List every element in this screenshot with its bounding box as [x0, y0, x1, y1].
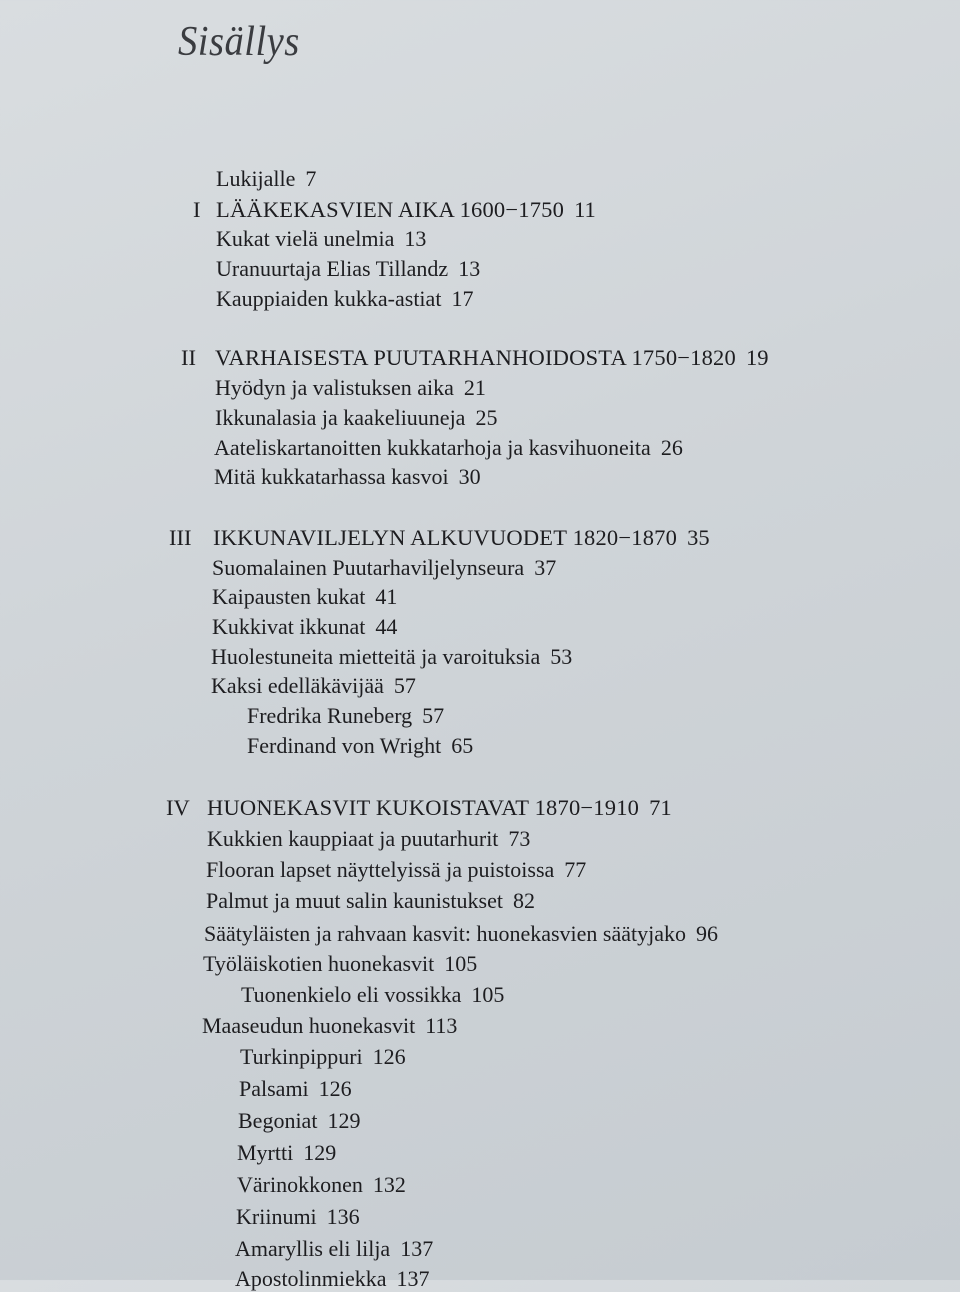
entry-title: Uranuurtaja Elias Tillandz — [216, 256, 449, 281]
toc-chapter — [181, 345, 768, 371]
toc-subentry — [239, 1076, 352, 1102]
entry-title: Aateliskartanoitten kukkatarhoja ja kasvihuoneita — [214, 435, 651, 460]
entry-title: Kriinumi — [236, 1204, 317, 1229]
entry-page: 82 — [512, 888, 535, 913]
entry-page: 96 — [696, 921, 719, 946]
entry-title: Myrtti — [237, 1140, 294, 1165]
entry-page: 137 — [396, 1266, 430, 1291]
entry-page: 57 — [393, 673, 416, 698]
chapter-title: HUONEKASVIT KUKOISTAVAT 1870−1910 — [207, 795, 640, 820]
entry-title: Palsami — [239, 1076, 309, 1101]
entry-title: Palmut ja muut salin kaunistukset — [206, 888, 503, 913]
toc-chapter — [166, 795, 672, 821]
toc-entry — [203, 951, 477, 977]
entry-page: 19 — [745, 345, 769, 370]
entry-page: 57 — [422, 703, 445, 728]
entry-title: Fredrika Runeberg — [247, 703, 413, 728]
toc-entry — [206, 888, 535, 914]
toc-subentry — [240, 1044, 406, 1070]
toc-entry — [211, 673, 416, 699]
toc-entry — [215, 405, 497, 431]
entry-title: Kukkivat ikkunat — [212, 614, 366, 639]
chapter-title: LÄÄKEKASVIEN AIKA 1600−1750 — [216, 197, 565, 222]
chapter-numeral: IV — [166, 795, 190, 820]
entry-page: 126 — [318, 1076, 352, 1101]
toc-subentry — [247, 733, 473, 759]
entry-title: Säätyläisten ja rahvaan kasvit: huonekasvien säätyjako — [204, 921, 687, 946]
entry-title: Työläiskotien huonekasvit — [203, 951, 435, 976]
entry-title: Ferdinand von Wright — [247, 733, 442, 758]
entry-title: Lukijalle — [216, 166, 296, 191]
entry-title: Mitä kukkatarhassa kasvoi — [214, 464, 449, 489]
entry-page: 11 — [574, 197, 596, 222]
toc-entry — [212, 555, 556, 581]
entry-page: 105 — [444, 951, 478, 976]
entry-page: 26 — [660, 435, 683, 460]
toc-entry — [216, 286, 473, 312]
toc-entry — [212, 614, 397, 640]
entry-title: Flooran lapset näyttelyissä ja puistoissa — [206, 857, 555, 882]
toc-subentry — [236, 1204, 360, 1230]
chapter-numeral: I — [193, 197, 201, 222]
entry-title: Apostolinmiekka — [235, 1266, 387, 1291]
entry-page: 65 — [451, 733, 474, 758]
entry-title: Maaseudun huonekasvit — [202, 1013, 416, 1038]
entry-page: 25 — [475, 405, 498, 430]
toc-entry — [212, 584, 397, 610]
entry-page: 126 — [372, 1044, 406, 1069]
entry-page: 41 — [375, 584, 398, 609]
entry-title: Kukkien kauppiaat ja puutarhurit — [207, 826, 499, 851]
toc-entry — [214, 464, 481, 490]
toc-chapter — [193, 197, 596, 223]
toc-subentry — [241, 982, 504, 1008]
entry-page: 129 — [303, 1140, 337, 1165]
entry-page: 129 — [327, 1108, 361, 1133]
entry-page: 13 — [458, 256, 481, 281]
chapter-title: IKKUNAVILJELYN ALKUVUODET 1820−1870 — [213, 525, 678, 550]
entry-title: Kaipausten kukat — [212, 584, 366, 609]
entry-page: 105 — [471, 982, 505, 1007]
entry-page: 35 — [687, 525, 710, 550]
entry-page: 132 — [372, 1172, 406, 1197]
toc-subentry — [247, 703, 444, 729]
toc-subentry — [237, 1172, 406, 1198]
entry-page: 136 — [326, 1204, 360, 1229]
chapter-title: VARHAISESTA PUUTARHANHOIDOSTA 1750−1820 — [215, 345, 736, 370]
entry-page: 30 — [458, 464, 481, 489]
entry-page: 73 — [508, 826, 531, 851]
toc-entry — [206, 857, 586, 883]
toc-subentry — [235, 1266, 430, 1292]
entry-page: 113 — [425, 1013, 458, 1038]
entry-title: Amaryllis eli lilja — [235, 1236, 391, 1261]
entry-title: Turkinpippuri — [240, 1044, 363, 1069]
page-title: Sisällys — [178, 19, 300, 65]
toc-subentry — [238, 1108, 360, 1134]
toc-entry — [214, 435, 683, 461]
toc-entry — [216, 256, 480, 282]
entry-title: Tuonenkielo eli vossikka — [241, 982, 462, 1007]
entry-title: Huolestuneita mietteitä ja varoituksia — [211, 644, 541, 669]
entry-page: 13 — [404, 226, 427, 251]
entry-page: 44 — [375, 614, 398, 639]
entry-title: Begoniat — [238, 1108, 318, 1133]
toc-entry — [211, 644, 572, 670]
entry-title: Kukat vielä unelmia — [216, 226, 395, 251]
toc-entry — [202, 1013, 457, 1039]
toc-entry — [207, 826, 530, 852]
chapter-numeral: III — [169, 525, 192, 550]
toc-entry — [215, 375, 486, 401]
entry-page: 77 — [564, 857, 587, 882]
entry-page: 17 — [451, 286, 474, 311]
entry-page: 7 — [305, 166, 317, 191]
entry-page: 71 — [649, 795, 672, 820]
entry-title: Suomalainen Puutarhaviljelynseura — [212, 555, 525, 580]
toc-entry — [216, 226, 426, 252]
toc-entry — [204, 921, 718, 947]
toc-chapter — [169, 525, 710, 551]
chapter-numeral: II — [181, 345, 196, 370]
toc-subentry — [235, 1236, 433, 1262]
entry-title: Värinokkonen — [237, 1172, 363, 1197]
entry-title: Ikkunalasia ja kaakeliuuneja — [215, 405, 466, 430]
entry-page: 37 — [534, 555, 557, 580]
entry-title: Hyödyn ja valistuksen aika — [215, 375, 454, 400]
entry-title: Kaksi edelläkävijää — [211, 673, 384, 698]
entry-page: 137 — [400, 1236, 434, 1261]
toc-entry — [216, 166, 316, 192]
entry-page: 53 — [550, 644, 573, 669]
entry-page: 21 — [463, 375, 486, 400]
toc-subentry — [237, 1140, 336, 1166]
entry-title: Kauppiaiden kukka-astiat — [216, 286, 442, 311]
